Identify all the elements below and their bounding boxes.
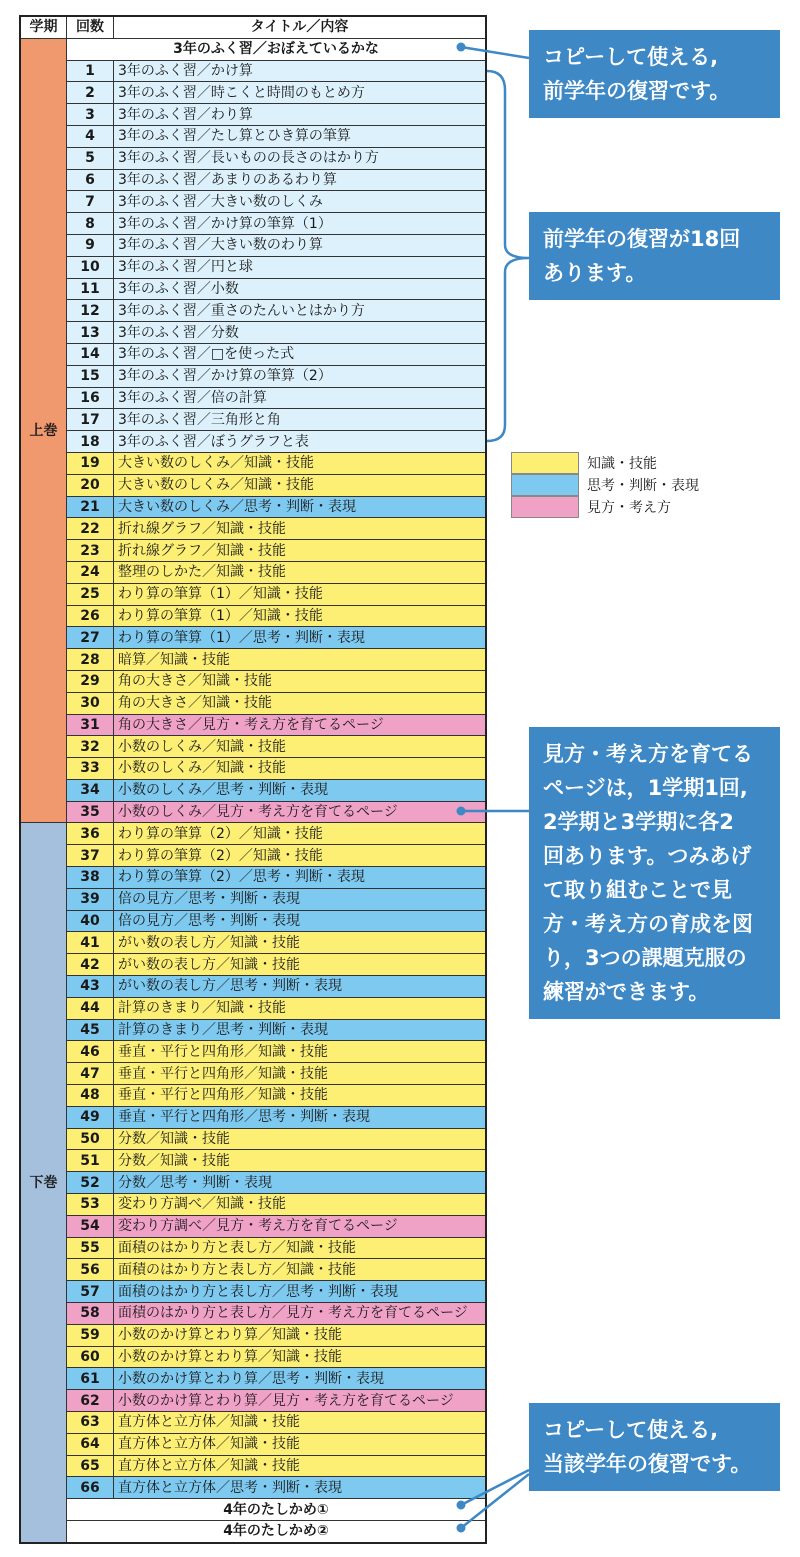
table-row [20,365,486,387]
table-row [20,1085,486,1107]
table-row [20,104,486,126]
row-number: 23 [67,540,114,562]
legend [511,452,699,518]
row-number: 60 [67,1346,114,1368]
row-number: 33 [67,758,114,780]
row-number: 30 [67,692,114,714]
row-number: 29 [67,670,114,692]
table-row [20,1150,486,1172]
row-title: 折れ線グラフ／知識・技能 [114,518,487,540]
row-title: 3年のふく習／かけ算の筆算（2） [114,365,487,387]
table-row [20,1237,486,1259]
row-number: 39 [67,888,114,910]
table-row [20,1433,486,1455]
row-number: 9 [67,234,114,256]
row-number: 24 [67,561,114,583]
row-number: 42 [67,954,114,976]
row-title: 倍の見方／思考・判断・表現 [114,910,487,932]
row-title: 整理のしかた／知識・技能 [114,561,487,583]
table-row [20,605,486,627]
row-title: 面積のはかり方と表し方／見方・考え方を育てるページ [114,1303,487,1325]
row-title: 小数のかけ算とわり算／見方・考え方を育てるページ [114,1390,487,1412]
table-row [20,1412,486,1434]
table-row [20,60,486,82]
table-row [20,518,486,540]
row-number: 35 [67,801,114,823]
row-title: 直方体と立方体／思考・判断・表現 [114,1477,487,1499]
table-row-bottom [20,1499,486,1521]
table-row [20,714,486,736]
table-row [20,627,486,649]
table-row [20,1303,486,1325]
row-title: 3年のふく習／倍の計算 [114,387,487,409]
row-title: 小数のかけ算とわり算／知識・技能 [114,1324,487,1346]
table-row [20,82,486,104]
row-number: 57 [67,1281,114,1303]
row-number: 52 [67,1172,114,1194]
row-title: 角の大きさ／知識・技能 [114,670,487,692]
row-title: 暗算／知識・技能 [114,649,487,671]
row-title: 直方体と立方体／知識・技能 [114,1455,487,1477]
row-number: 28 [67,649,114,671]
row-number: 13 [67,322,114,344]
row-number: 65 [67,1455,114,1477]
table-row [20,1477,486,1499]
row-title: わり算の筆算（2）／知識・技能 [114,845,487,867]
row-number: 17 [67,409,114,431]
bracket-line [487,71,529,441]
row-number: 62 [67,1390,114,1412]
row-title: 3年のふく習／□を使った式 [114,343,487,365]
callout-line: 前学年の復習が18回 [543,227,741,251]
row-title: 倍の見方／思考・判断・表現 [114,888,487,910]
table-row [20,452,486,474]
row-title: 小数のしくみ／知識・技能 [114,758,487,780]
row-number: 49 [67,1106,114,1128]
table-row [20,845,486,867]
callout-line: コピーして使える, [543,1418,719,1442]
row-number: 53 [67,1194,114,1216]
row-title: 3年のふく習／分数 [114,322,487,344]
row-title: 直方体と立方体／知識・技能 [114,1433,487,1455]
callout-line: り，3つの課題克服の [543,946,747,970]
header-title: タイトル／内容 [114,16,487,38]
callout-line: 当該学年の復習です。 [543,1452,752,1476]
row-title: がい数の表し方／知識・技能 [114,932,487,954]
row-title: 計算のきまり／思考・判断・表現 [114,1019,487,1041]
table-row [20,1259,486,1281]
row-title: 変わり方調べ／見方・考え方を育てるページ [114,1215,487,1237]
row-number: 19 [67,452,114,474]
row-number: 45 [67,1019,114,1041]
table-row [20,1368,486,1390]
row-number: 16 [67,387,114,409]
table-row [20,213,486,235]
table-row [20,125,486,147]
table-row [20,1455,486,1477]
header-count: 回数 [67,16,114,38]
term-first: 上巻 [20,38,67,823]
row-title: 3年のふく習／ぼうグラフと表 [114,431,487,453]
table-row [20,736,486,758]
row-title: 3年のふく習／重さのたんいとはかり方 [114,300,487,322]
row-title: 大きい数のしくみ／知識・技能 [114,452,487,474]
table-row [20,1215,486,1237]
table-row [20,147,486,169]
table-row [20,867,486,889]
legend-swatch-view [511,496,579,518]
term-second: 下巻 [20,823,67,1543]
row-title: 3年のふく習／かけ算 [114,60,487,82]
table-row [20,1390,486,1412]
table-row [20,474,486,496]
row-number: 20 [67,474,114,496]
callout-line: 見方・考え方を育てる [543,742,753,766]
table-row [20,932,486,954]
row-title: がい数の表し方／知識・技能 [114,954,487,976]
row-title: 小数のしくみ／見方・考え方を育てるページ [114,801,487,823]
row-number: 50 [67,1128,114,1150]
row-number: 66 [67,1477,114,1499]
table-row [20,954,486,976]
row-number: 63 [67,1412,114,1434]
lesson-table [19,15,487,1544]
row-title: 小数のかけ算とわり算／思考・判断・表現 [114,1368,487,1390]
row-title: 3年のふく習／長いものの長さのはかり方 [114,147,487,169]
row-title: がい数の表し方／思考・判断・表現 [114,976,487,998]
table-row [20,343,486,365]
table-row [20,431,486,453]
table-row [20,1063,486,1085]
row-title: 面積のはかり方と表し方／知識・技能 [114,1259,487,1281]
callout-current-review [529,1403,780,1491]
table-row [20,300,486,322]
row-title: 分数／知識・技能 [114,1128,487,1150]
row-number: 15 [67,365,114,387]
table-row [20,779,486,801]
table-row [20,976,486,998]
row-number: 55 [67,1237,114,1259]
row-title: 垂直・平行と四角形／知識・技能 [114,1063,487,1085]
top-review-row: 3年のふく習／おぼえているかな [67,38,487,60]
row-title: 垂直・平行と四角形／知識・技能 [114,1041,487,1063]
table-row [20,256,486,278]
callout-line: あります。 [543,261,647,285]
row-number: 32 [67,736,114,758]
callout-line: 回あります。つみあげ [543,844,752,868]
row-title: 3年のふく習／大きい数のしくみ [114,191,487,213]
row-number: 37 [67,845,114,867]
row-number: 51 [67,1150,114,1172]
header-term: 学期 [20,16,67,38]
table-row [20,1128,486,1150]
row-number: 12 [67,300,114,322]
table-row [20,540,486,562]
row-title: 計算のきまり／知識・技能 [114,997,487,1019]
table-row [20,1324,486,1346]
row-number: 34 [67,779,114,801]
row-title: 分数／思考・判断・表現 [114,1172,487,1194]
row-number: 26 [67,605,114,627]
row-number: 54 [67,1215,114,1237]
row-number: 3 [67,104,114,126]
table-row [20,997,486,1019]
row-number: 41 [67,932,114,954]
row-title: 面積のはかり方と表し方／知識・技能 [114,1237,487,1259]
row-title: 大きい数のしくみ／知識・技能 [114,474,487,496]
table-row [20,670,486,692]
table-row [20,496,486,518]
row-number: 61 [67,1368,114,1390]
row-number: 56 [67,1259,114,1281]
row-title: 小数のかけ算とわり算／知識・技能 [114,1346,487,1368]
row-number: 21 [67,496,114,518]
row-number: 4 [67,125,114,147]
table-row [20,322,486,344]
row-title: わり算の筆算（1）／思考・判断・表現 [114,627,487,649]
table-row [20,1106,486,1128]
row-number: 44 [67,997,114,1019]
row-number: 40 [67,910,114,932]
row-title: 角の大きさ／見方・考え方を育てるページ [114,714,487,736]
row-number: 8 [67,213,114,235]
row-title: 3年のふく習／時こくと時間のもとめ方 [114,82,487,104]
table-row [20,801,486,823]
row-number: 47 [67,1063,114,1085]
callout-review-count [529,212,780,300]
row-number: 36 [67,823,114,845]
row-title: 3年のふく習／あまりのあるわり算 [114,169,487,191]
row-number: 10 [67,256,114,278]
row-title: 3年のふく習／たし算とひき算の筆算 [114,125,487,147]
row-title: わり算の筆算（1）／知識・技能 [114,605,487,627]
row-number: 64 [67,1433,114,1455]
table-row [20,1019,486,1041]
row-title: 垂直・平行と四角形／知識・技能 [114,1085,487,1107]
callout-line: 練習ができます。 [543,980,710,1004]
row-title: 大きい数のしくみ／思考・判断・表現 [114,496,487,518]
row-title: 小数のしくみ／思考・判断・表現 [114,779,487,801]
callout-prev-review [529,30,780,118]
row-number: 22 [67,518,114,540]
table-row [20,1041,486,1063]
row-title: 小数のしくみ／知識・技能 [114,736,487,758]
callout-line: 前学年の復習です。 [543,79,731,103]
legend-label: 見方・考え方 [587,500,671,516]
legend-item [511,474,699,496]
table-row-bottom [20,1520,486,1542]
row-title: 3年のふく習／大きい数のわり算 [114,234,487,256]
bottom-check-row: 4年のたしかめ① [67,1499,487,1521]
callout-line: 2学期と3学期に各2 [543,810,734,834]
row-title: 折れ線グラフ／知識・技能 [114,540,487,562]
callout-view-pages [529,727,780,1019]
row-number: 11 [67,278,114,300]
row-title: 分数／知識・技能 [114,1150,487,1172]
row-title: 3年のふく習／わり算 [114,104,487,126]
callout-line: 方・考え方の育成を図 [543,912,753,936]
row-number: 43 [67,976,114,998]
row-number: 14 [67,343,114,365]
callout-line: コピーして使える, [543,45,719,69]
row-title: 垂直・平行と四角形／思考・判断・表現 [114,1106,487,1128]
legend-item [511,496,699,518]
table-row [20,1281,486,1303]
bottom-check-row: 4年のたしかめ② [67,1520,487,1542]
row-title: 変わり方調べ／知識・技能 [114,1194,487,1216]
table-row [20,387,486,409]
row-number: 27 [67,627,114,649]
legend-swatch-knowledge [511,452,579,474]
header-row [20,16,486,38]
callout-line: て取り組むことで見 [543,878,732,902]
row-number: 31 [67,714,114,736]
table-row [20,169,486,191]
table-row-top [20,38,486,60]
row-title: 3年のふく習／小数 [114,278,487,300]
table-row [20,692,486,714]
table-row [20,409,486,431]
legend-label: 知識・技能 [587,456,657,472]
row-number: 5 [67,147,114,169]
row-title: わり算の筆算（1）／知識・技能 [114,583,487,605]
row-number: 59 [67,1324,114,1346]
row-title: 角の大きさ／知識・技能 [114,692,487,714]
row-number: 18 [67,431,114,453]
row-number: 58 [67,1303,114,1325]
table-row [20,191,486,213]
row-number: 6 [67,169,114,191]
table-row [20,649,486,671]
row-number: 1 [67,60,114,82]
row-title: 3年のふく習／円と球 [114,256,487,278]
table-row [20,888,486,910]
row-number: 7 [67,191,114,213]
row-number: 38 [67,867,114,889]
row-title: 直方体と立方体／知識・技能 [114,1412,487,1434]
row-number: 2 [67,82,114,104]
table-row [20,1172,486,1194]
row-number: 48 [67,1085,114,1107]
callout-line: ページは，1学期1回, [543,776,748,800]
table-row [20,561,486,583]
legend-label: 思考・判断・表現 [587,478,699,494]
table-row [20,758,486,780]
row-title: わり算の筆算（2）／知識・技能 [114,823,487,845]
legend-swatch-thinking [511,474,579,496]
row-title: 面積のはかり方と表し方／思考・判断・表現 [114,1281,487,1303]
row-number: 46 [67,1041,114,1063]
table-row [20,234,486,256]
table-row [20,823,486,845]
row-title: 3年のふく習／三角形と角 [114,409,487,431]
table-row [20,1346,486,1368]
legend-item [511,452,699,474]
table-row [20,910,486,932]
row-title: 3年のふく習／かけ算の筆算（1） [114,213,487,235]
table-row [20,583,486,605]
row-number: 25 [67,583,114,605]
row-title: わり算の筆算（2）／思考・判断・表現 [114,867,487,889]
table-row [20,1194,486,1216]
table-row [20,278,486,300]
